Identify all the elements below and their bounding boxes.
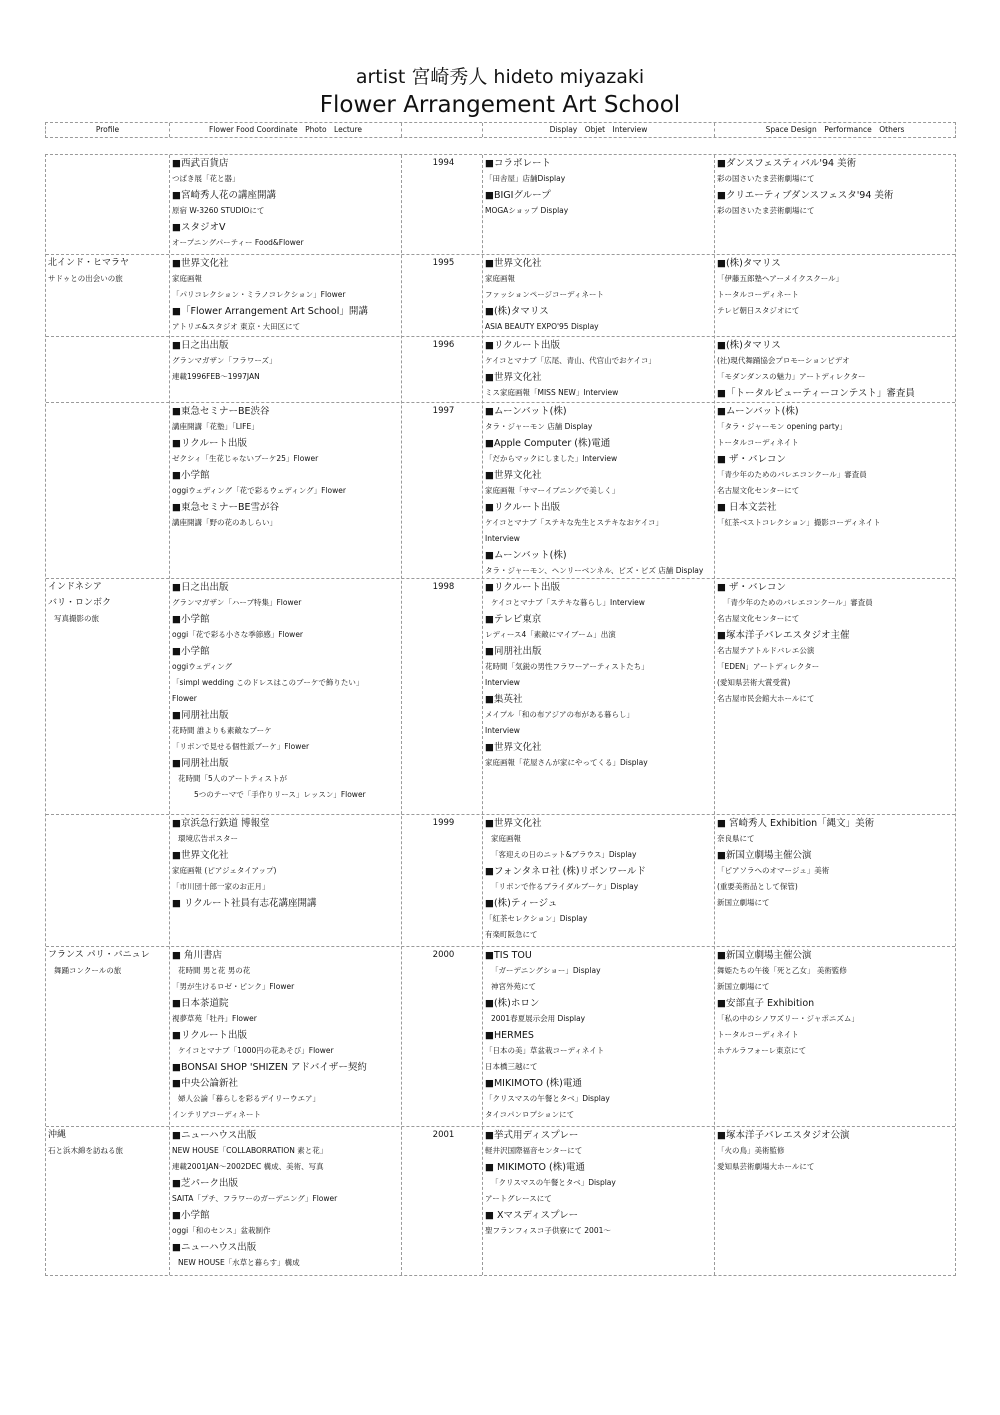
entry-heading: ■小学館 xyxy=(172,646,210,657)
column-header-space: Space Design Performance Others xyxy=(765,125,905,134)
cell-profile xyxy=(46,815,170,947)
column-header-display: Display Objet Interview xyxy=(483,123,715,137)
entry-heading: ■ムーンバット(株) xyxy=(485,406,567,417)
entry-detail: タイコパンロプションにて xyxy=(485,1110,575,1119)
entry-detail: 彩の国さいたま芸術劇場にて xyxy=(717,206,815,215)
cell-display xyxy=(483,403,715,579)
cell-flower xyxy=(170,337,402,403)
entry-detail: アートグレースにて xyxy=(485,1194,552,1203)
entry-heading: ■ ザ・バレコン xyxy=(717,454,786,465)
entry-heading: ■TIS TOU xyxy=(485,950,532,961)
cell-flower xyxy=(170,255,402,337)
cell-space xyxy=(715,337,957,403)
entry-detail: テレビ朝日スタジオにて xyxy=(717,306,800,315)
entry-detail: 舞踊コンクールの旅 xyxy=(54,966,122,975)
entry-heading: ■宮崎秀人花の講座開講 xyxy=(172,190,276,201)
entry-detail: 「市川団十郎一家のお正月」 xyxy=(172,882,270,891)
entry-detail: Flower xyxy=(172,694,197,703)
entry-detail: ゼクシィ「生花じゃないブーケ25」Flower xyxy=(172,454,319,463)
column-header-flower: Flower Food Coordinate Photo Lecture xyxy=(170,123,402,137)
year-label: 1996 xyxy=(432,340,455,350)
entry-detail: 石と浜木綿を訪ねる旅 xyxy=(48,1146,123,1155)
entry-detail: アトリエ&スタジオ 東京・大田区にて xyxy=(172,322,301,331)
entry-detail: Interview xyxy=(485,678,520,687)
entry-heading: ■世界文化社 xyxy=(172,258,229,269)
entry-heading: ■スタジオV xyxy=(172,222,226,233)
entry-heading: ■塚本洋子バレエスタジオ主催 xyxy=(717,630,850,641)
page-title-artist: artist 宮崎秀人 hideto miyazaki xyxy=(355,66,645,88)
entry-detail: 「EDEN」アートディレクター xyxy=(717,662,820,671)
entry-detail: oggi「花で彩る小さな季節感」Flower xyxy=(172,630,304,639)
entry-detail: タラ・ジャーモン 店舗 Display xyxy=(485,422,593,431)
entry-heading: ■(株)タマリス xyxy=(485,306,549,317)
year-label: 1997 xyxy=(432,406,455,416)
entry-detail: ケイコとマナブ「ステキな暮らし」Interview xyxy=(491,598,645,607)
entry-heading: バリ・ロンボク xyxy=(48,598,112,608)
entry-detail: 彩の国さいたま芸術劇場にて xyxy=(717,174,815,183)
entry-detail: トータルコーディネート xyxy=(717,290,799,299)
entry-heading: ■BIGIグループ xyxy=(485,190,551,201)
entry-heading: ■ 角川書店 xyxy=(172,950,222,961)
cell-profile xyxy=(46,255,170,337)
entry-detail: 婦人公論「暮らしを彩るデイリーウエア」 xyxy=(178,1094,320,1103)
entry-detail: トータルコーディネイト xyxy=(717,438,799,447)
cell-space xyxy=(715,1127,957,1277)
entry-heading: ■挙式用ディスプレー xyxy=(485,1130,579,1141)
cell-flower xyxy=(170,579,402,815)
entry-detail: (社)現代舞踊協会プロモーションビデオ xyxy=(717,356,850,365)
entry-detail: 「リボンで見せる個性派ブーケ」Flower xyxy=(172,742,310,751)
history-table xyxy=(45,154,956,1276)
entry-detail: 視夢草苑「牡丹」Flower xyxy=(172,1014,257,1023)
entry-detail: 連載2001JAN〜2002DEC 構成、美術、写真 xyxy=(172,1162,324,1171)
entry-detail: Interview xyxy=(485,726,520,735)
entry-detail: 「パリコレクション・ミラノコレクション」Flower xyxy=(172,290,346,299)
column-header-profile: Profile xyxy=(46,123,170,137)
entry-detail: メイプル「和の布アジアの布がある暮らし」 xyxy=(485,710,635,719)
entry-detail: 名古屋文化センターにて xyxy=(717,486,800,495)
entry-heading: インドネシア xyxy=(48,582,102,592)
entry-heading: 沖縄 xyxy=(48,1130,67,1140)
entry-detail: 「だからマックにしました」Interview xyxy=(485,454,618,463)
cell-space xyxy=(715,947,957,1127)
entry-heading: 北インド・ヒマラヤ xyxy=(48,258,130,268)
entry-heading: ■ MIKIMOTO (株)電通 xyxy=(485,1162,585,1173)
cell-space xyxy=(715,403,957,579)
entry-heading: ■集英社 xyxy=(485,694,523,705)
cell-display xyxy=(483,579,715,815)
entry-detail: グランマガザン「ハーブ特集」Flower xyxy=(172,598,302,607)
cell-display xyxy=(483,155,715,255)
entry-detail: 名古屋文化センターにて xyxy=(717,614,800,623)
column-header-row xyxy=(45,122,956,138)
entry-heading: ■「トータルビューティーコンテスト」審査員 xyxy=(717,388,915,399)
entry-detail: 神宮外苑にて xyxy=(491,982,536,991)
entry-heading: ■MIKIMOTO (株)電通 xyxy=(485,1078,582,1089)
cell-profile xyxy=(46,155,170,255)
entry-heading: ■リクルート出版 xyxy=(172,1030,248,1041)
entry-heading: ■ムーンバット(株) xyxy=(485,550,567,561)
cell-space xyxy=(715,579,957,815)
page-title-school: Flower Arrangement Art School xyxy=(319,92,681,118)
entry-detail: 有楽町阪急にて xyxy=(485,930,538,939)
entry-detail: (愛知県芸術大賞受賞) xyxy=(717,678,791,687)
entry-detail: 「田舎屋」店舗Display xyxy=(485,174,566,183)
cell-display xyxy=(483,337,715,403)
entry-heading: ■HERMES xyxy=(485,1030,534,1041)
entry-heading: ■フォンタネロ社 (株)リボンワールド xyxy=(485,866,646,877)
entry-heading: ■コラボレート xyxy=(485,158,551,169)
entry-heading: ■クリエーティブダンスフェスタ'94 美術 xyxy=(717,190,894,201)
entry-detail: 原宿 W-3260 STUDIOにて xyxy=(172,206,265,215)
entry-detail: 「ピアソラへのオマージュ」美術 xyxy=(717,866,830,875)
year-label: 2001 xyxy=(432,1130,455,1140)
entry-detail: ASIA BEAUTY EXPO'95 Display xyxy=(485,322,599,331)
entry-heading: ■東急セミナーBE渋谷 xyxy=(172,406,270,417)
entry-detail: 「男が生けるロゼ・ピンク」Flower xyxy=(172,982,295,991)
entry-detail: 家庭画報 xyxy=(172,274,202,283)
entry-detail: 「ガーデニングショー」Display xyxy=(491,966,601,975)
entry-detail: レディース4「素敵にマイブーム」出演 xyxy=(485,630,616,639)
entry-heading: ■(株)タマリス xyxy=(717,340,781,351)
entry-detail: ケイコとマナブ「1000円の花あそび」Flower xyxy=(178,1046,334,1055)
entry-heading: ■世界文化社 xyxy=(485,818,542,829)
entry-detail: サドゥとの出会いの旅 xyxy=(48,274,123,283)
entry-detail: 「紅茶セレクション」Display xyxy=(485,914,588,923)
cell-display xyxy=(483,947,715,1127)
entry-heading: ■小学館 xyxy=(172,470,210,481)
cell-profile xyxy=(46,337,170,403)
entry-detail: 新国立劇場にて xyxy=(717,898,770,907)
entry-detail: グランマガザン「フラワーズ」 xyxy=(172,356,277,365)
entry-detail: 講座開講「花塾」「LIFE」 xyxy=(172,422,259,431)
entry-detail: ファッションページコーディネート xyxy=(485,290,604,299)
entry-heading: ■中央公論新社 xyxy=(172,1078,238,1089)
entry-detail: 「紅茶ベストコレクション」撮影コーディネイト xyxy=(717,518,881,527)
entry-detail: 日本橋三越にて xyxy=(485,1062,538,1071)
entry-detail: ケイコとマナブ「広尾、青山、代官山でおケイコ」 xyxy=(485,356,656,365)
entry-detail: 「私の中のシノワズリー・ジャポニズム」 xyxy=(717,1014,859,1023)
entry-heading: ■(株)タマリス xyxy=(717,258,781,269)
entry-heading: ■日之出出版 xyxy=(172,340,229,351)
entry-heading: ■「Flower Arrangement Art School」開講 xyxy=(172,306,368,317)
entry-heading: ■日本茶道院 xyxy=(172,998,229,1009)
entry-heading: ■ニューハウス出版 xyxy=(172,1242,257,1253)
entry-heading: ■日之出出版 xyxy=(172,582,229,593)
entry-detail: 「クリスマスの午餐とタベ」Display xyxy=(491,1178,616,1187)
entry-heading: ■Apple Computer (株)電通 xyxy=(485,438,611,449)
entry-heading: ■安部直子 Exhibition xyxy=(717,998,815,1009)
entry-detail: NEW HOUSE「COLLABORRATION 素と花」 xyxy=(172,1146,328,1155)
year-label: 1994 xyxy=(432,158,455,168)
entry-heading: ■ダンスフェスティバル'94 美術 xyxy=(717,158,857,169)
entry-heading: ■東急セミナーBE雪が谷 xyxy=(172,502,279,513)
entry-detail: 聖フランフィスコ子供寮にて 2001〜 xyxy=(485,1226,611,1235)
entry-heading: ■ニューハウス出版 xyxy=(172,1130,257,1141)
cell-space xyxy=(715,255,957,337)
cell-space xyxy=(715,155,957,255)
entry-heading: ■BONSAI SHOP 'SHIZEN アドバイザー契約 xyxy=(172,1062,367,1073)
cell-flower xyxy=(170,155,402,255)
entry-heading: ■世界文化社 xyxy=(485,258,542,269)
entry-detail: Interview xyxy=(485,534,520,543)
entry-heading: ■リクルート出版 xyxy=(485,582,561,593)
cell-profile xyxy=(46,947,170,1127)
entry-detail: 名古屋テアトルドバレエ公演 xyxy=(717,646,815,655)
cell-display xyxy=(483,255,715,337)
cell-display xyxy=(483,815,715,947)
entry-detail: 2001春夏展示会用 Display xyxy=(491,1014,586,1023)
cell-flower xyxy=(170,815,402,947)
entry-detail: 「simpl wedding このドレスはこのブーケで飾りたい」 xyxy=(172,678,364,687)
entry-detail: 「火の鳥」美術監修 xyxy=(717,1146,785,1155)
entry-detail: oggi「和のセンス」盆栽制作 xyxy=(172,1226,271,1235)
entry-detail: 「タラ・ジャーモン opening party」 xyxy=(717,422,847,431)
entry-detail: 奈良県にて xyxy=(717,834,755,843)
entry-detail: (重要美術品として保管) xyxy=(717,882,798,891)
entry-heading: ■新国立劇場主催公演 xyxy=(717,850,812,861)
entry-detail: 連載1996FEB〜1997JAN xyxy=(172,372,260,381)
entry-heading: ■京浜急行鉄道 博報堂 xyxy=(172,818,270,829)
entry-heading: ■世界文化社 xyxy=(485,742,542,753)
entry-detail: 家庭画報 xyxy=(491,834,521,843)
year-label: 1995 xyxy=(432,258,455,268)
entry-detail: 「クリスマスの午餐とタベ」Display xyxy=(485,1094,610,1103)
entry-heading: ■ Xマスディスプレー xyxy=(485,1210,579,1221)
cell-profile xyxy=(46,403,170,579)
entry-detail: 舞姫たちの午後「死と乙女」 美術監修 xyxy=(717,966,847,975)
cell-profile xyxy=(46,1127,170,1277)
entry-heading: ■世界文化社 xyxy=(485,470,542,481)
entry-detail: 愛知県芸術劇場大ホールにて xyxy=(717,1162,815,1171)
entry-heading: ■(株)ホロン xyxy=(485,998,540,1009)
entry-detail: 花時間「気鋭の男性フラワーアーティストたち」 xyxy=(485,662,649,671)
entry-detail: 花時間 男と花 男の花 xyxy=(178,966,251,975)
entry-detail: 新国立劇場にて xyxy=(717,982,770,991)
entry-heading: ■世界文化社 xyxy=(172,850,229,861)
entry-detail: インテリアコーディネート xyxy=(172,1110,262,1119)
entry-detail: NEW HOUSE「水草と暮らす」構成 xyxy=(178,1258,300,1267)
entry-heading: ■西武百貨店 xyxy=(172,158,229,169)
entry-detail: トータルコーディネイト xyxy=(717,1030,799,1039)
entry-detail: ホテルラフォーレ東京にて xyxy=(717,1046,807,1055)
cell-profile xyxy=(46,579,170,815)
entry-detail: 「客迎えの日のニット&ブラウス」Display xyxy=(491,850,637,859)
entry-heading: ■小学館 xyxy=(172,1210,210,1221)
entry-detail: つばき展「花と器」 xyxy=(172,174,240,183)
entry-detail: 5つのテーマで「手作りリース」レッスン」Flower xyxy=(194,790,366,799)
entry-heading: ■同朋社出版 xyxy=(485,646,542,657)
cell-flower xyxy=(170,1127,402,1277)
entry-detail: 「日本の美」草盆栽コーディネイト xyxy=(485,1046,605,1055)
entry-detail: 「モダンダンスの魅力」アートディレクター xyxy=(717,372,866,381)
entry-detail: 家庭画報 (ピアジェタイアップ) xyxy=(172,866,277,875)
entry-detail: 環境広告ポスター xyxy=(178,834,238,843)
column-header-year xyxy=(402,123,483,137)
entry-detail: 軽井沢国際福音センターにて xyxy=(485,1146,583,1155)
entry-detail: 「リボンで作るブライダルブーケ」Display xyxy=(491,882,639,891)
entry-heading: ■リクルート出版 xyxy=(485,502,561,513)
entry-detail: 花時間「5人のアートティストが xyxy=(178,774,287,783)
entry-detail: oggiウェディング「花で彩るウェディング」Flower xyxy=(172,486,346,495)
entry-heading: ■リクルート出版 xyxy=(172,438,248,449)
entry-heading: ■芝パーク出版 xyxy=(172,1178,238,1189)
entry-detail: 花時間 誰よりも素敵なブーケ xyxy=(172,726,272,735)
entry-heading: フランス パリ・バニュレ xyxy=(48,950,150,960)
entry-detail: オープニングパーティー Food&Flower xyxy=(172,238,304,247)
entry-heading: ■小学館 xyxy=(172,614,210,625)
entry-detail: 写真撮影の旅 xyxy=(54,614,99,623)
entry-detail: MOGAショップ Display xyxy=(485,206,569,215)
entry-heading: ■塚本洋子バレエスタジオ公演 xyxy=(717,1130,850,1141)
entry-heading: ■ 宮崎秀人 Exhibition「縄文」美術 xyxy=(717,818,875,829)
cell-flower xyxy=(170,403,402,579)
entry-detail: ミス家庭画報「MISS NEW」Interview xyxy=(485,388,619,397)
entry-heading: ■同朋社出版 xyxy=(172,710,229,721)
entry-heading: ■ムーンバット(株) xyxy=(717,406,799,417)
entry-heading: ■ リクルート社員有志花講座開講 xyxy=(172,898,317,909)
entry-heading: ■(株)ティージュ xyxy=(485,898,558,909)
cell-display xyxy=(483,1127,715,1277)
entry-detail: タラ・ジャーモン、ヘンリーベンネル、ビズ・ビズ 店舗 Display xyxy=(485,566,704,575)
entry-heading: ■新国立劇場主催公演 xyxy=(717,950,812,961)
cell-space xyxy=(715,815,957,947)
entry-detail: 講座開講「野の花のあしらい」 xyxy=(172,518,277,527)
entry-detail: 名古屋市民会館大ホールにて xyxy=(717,694,815,703)
entry-detail: ケイコとマナブ「ステキな先生とステキなおケイコ」 xyxy=(485,518,664,527)
entry-detail: SAITA「プチ、フラワーのガーデニング」Flower xyxy=(172,1194,338,1203)
year-label: 1999 xyxy=(432,818,455,828)
entry-heading: ■リクルート出版 xyxy=(485,340,561,351)
entry-detail: 家庭画報 xyxy=(485,274,515,283)
entry-heading: ■ 日本文芸社 xyxy=(717,502,777,513)
entry-heading: ■ ザ・バレコン xyxy=(717,582,786,593)
entry-detail: 「伊藤五郎塾ヘアーメイクスクール」 xyxy=(717,274,844,283)
entry-heading: ■同朋社出版 xyxy=(172,758,229,769)
entry-heading: ■テレビ東京 xyxy=(485,614,542,625)
entry-detail: 家庭画報「花屋さんが家にやってくる」Display xyxy=(485,758,648,767)
cell-flower xyxy=(170,947,402,1127)
entry-heading: ■世界文化社 xyxy=(485,372,542,383)
entry-detail: oggiウェディング xyxy=(172,662,233,671)
year-label: 2000 xyxy=(432,950,455,960)
year-label: 1998 xyxy=(432,582,455,592)
entry-detail: 家庭画報「サマーイブニングで美しく」 xyxy=(485,486,620,495)
entry-detail: 「青少年のためのバレエコンクール」審査員 xyxy=(717,470,867,479)
entry-detail: 「青少年のためのバレエコンクール」審査員 xyxy=(723,598,873,607)
